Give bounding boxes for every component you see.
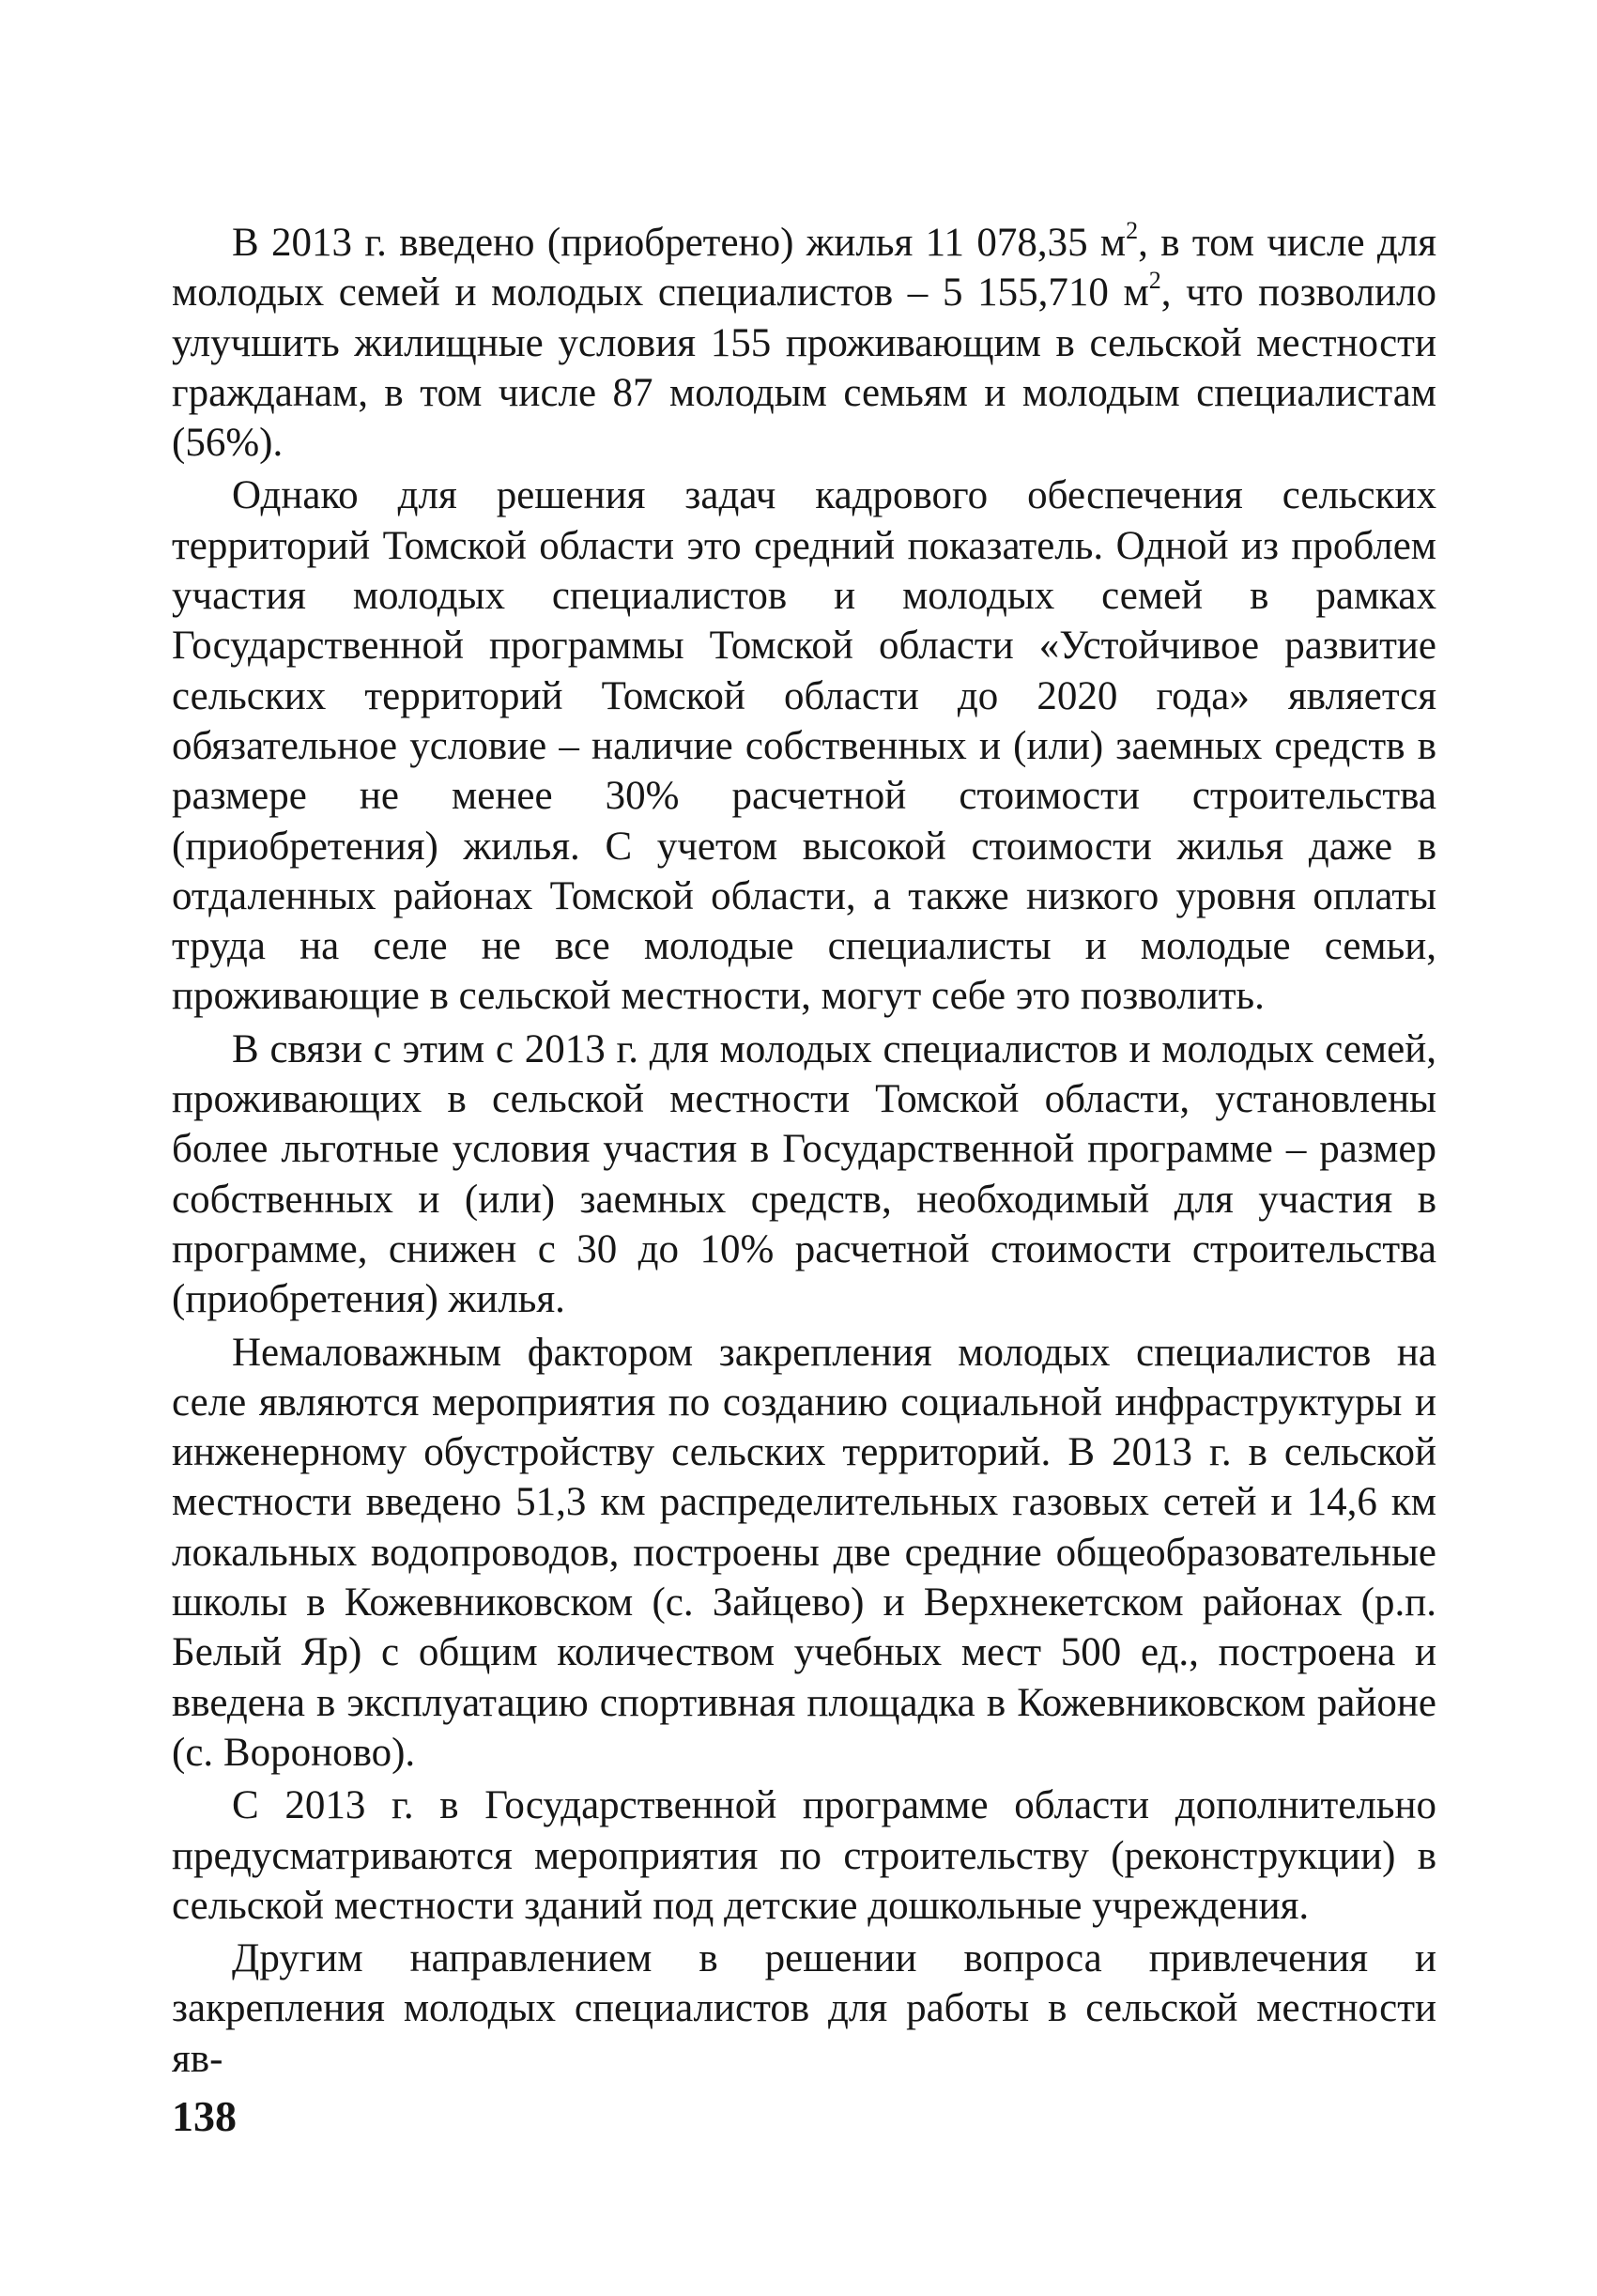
page-body: [172, 218, 1436, 2084]
paragraph-other-direction: Другим направлением в решении вопроса привлечения и закрепления молодых специалистов для работы в сельской местности яв-: [172, 1936, 1436, 2081]
paragraph-staffing-problem: Однако для решения задач кадрового обеспечения сельских территорий Томской области это средний показатель. Одной из проблем участия молодых специалистов и молодых семей в рамках Государственной программы Томской области «Устойчивое развитие сельских территорий Томской области до 2020 года» является обязательное условие – наличие собственных и (или) заемных средств в размере не менее 30% расчетной стоимости строительства (приобретения) жилья. С учетом высокой стоимости жилья даже в отдаленных районах Томской области, а также низкого уровня оплаты труда на селе не все молодые специалисты и молодые семьи, проживающие в сельской местности, могут себе это позволить.: [172, 473, 1436, 1019]
paragraph-preferential-conditions: В связи с этим с 2013 г. для молодых специалистов и молодых семей, проживающих в сельской местности Томской области, установлены более льготные условия участия в Государственной программе – размер собственных и (или) заемных средств, необходимый для участия в программе, снижен с 30 до 10% расчетной стоимости строительства (приобретения) жилья.: [172, 1026, 1436, 1322]
paragraph-infrastructure: Немаловажным фактором закрепления молодых специалистов на селе являются мероприятия по созданию социальной инфраструктуры и инженерному обустройству сельских территорий. В 2013 г. в сельской местности введено 51,3 км распределительных газовых сетей и 14,6 км локальных водопроводов, построены две средние общеобразовательные школы в Кожевниковском (с. Зайцево) и Верхнекетском районах (р.п. Белый Яр) с общим количеством учебных мест 500 ед., построена и введена в эксплуатацию спортивная площадка в Кожевниковском районе (с. Вороново).: [172, 1330, 1436, 1775]
page-number: 138: [172, 2092, 237, 2140]
superscript: 2: [1148, 266, 1161, 294]
paragraph-text: , в том числе для молодых семей и молодых специалистов – 5 155,710 м: [172, 221, 1436, 316]
paragraph-housing-2013: [172, 218, 1436, 468]
paragraph-text: , что позволило улучшить жилищные условия 155 проживающим в сельской местности гражданам, в том числе 87 молодым семьям и молодым специалистам (56%).: [172, 270, 1436, 466]
superscript: 2: [1126, 216, 1139, 244]
paragraph-text: В 2013 г. введено (приобретено) жилья 11 078,35 м: [232, 221, 1127, 265]
paragraph-preschool: С 2013 г. в Государственной программе области дополнительно предусматриваются мероприятия по строительству (реконструкции) в сельской местности зданий под детские дошкольные учреждения.: [172, 1783, 1436, 1928]
